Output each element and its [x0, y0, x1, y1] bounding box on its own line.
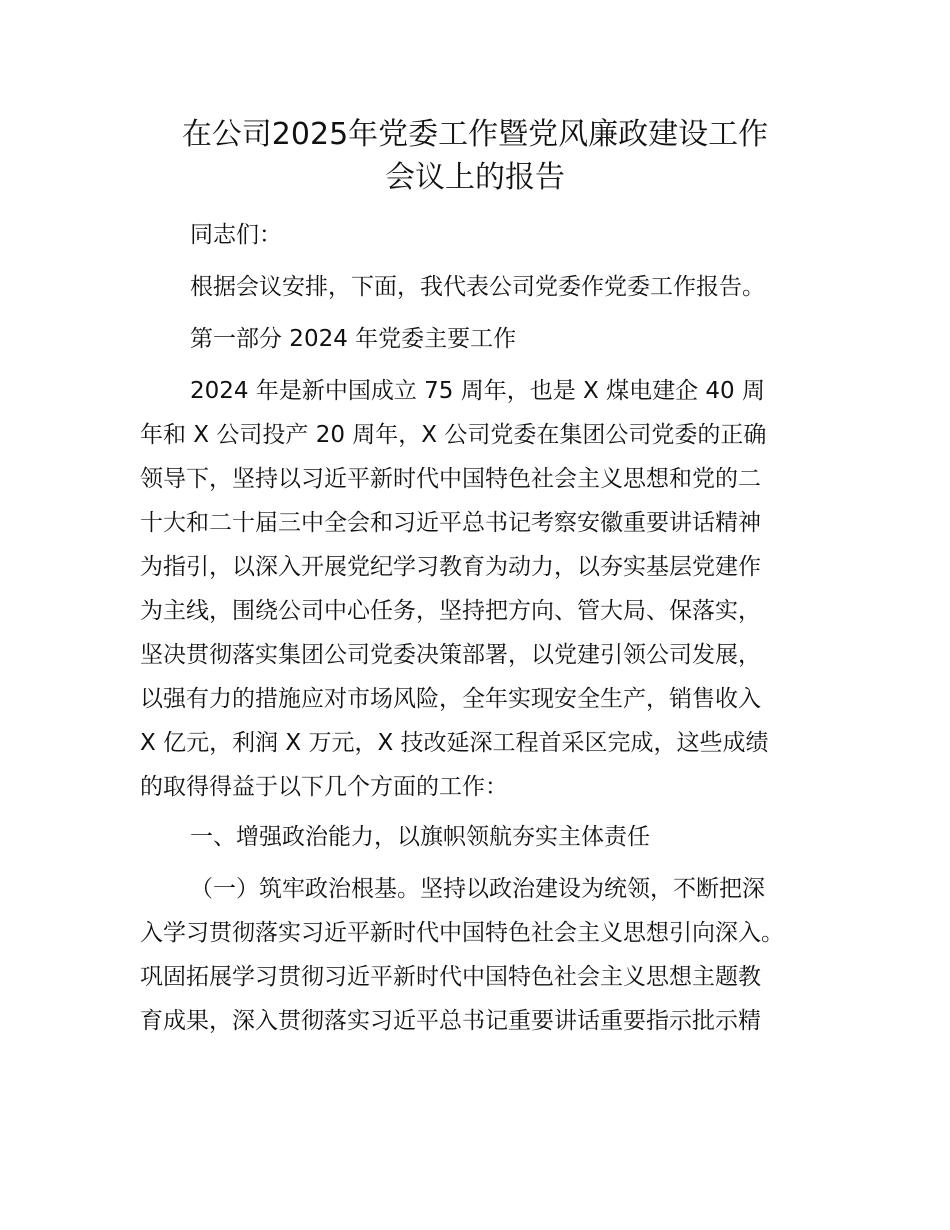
section-heading: 第一部分 2024 年党委主要工作	[190, 326, 517, 352]
body-line: （一）筑牢政治根基。坚持以政治建设为统领，不断把深	[190, 876, 765, 902]
body-line: 为指引，以深入开展党纪学习教育为动力，以夯实基层党建作	[140, 554, 761, 580]
body-line: 领导下，坚持以习近平新时代中国特色社会主义思想和党的二	[140, 466, 761, 492]
body-line: 育成果，深入贯彻落实习近平总书记重要讲话重要指示批示精	[140, 1008, 761, 1034]
body-line: 以强有力的措施应对市场风险，全年实现安全生产，销售收入	[140, 686, 761, 712]
body-line: 为主线，围绕公司中心任务，坚持把方向、管大局、保落实，	[140, 598, 761, 624]
subsection-heading: 一、增强政治能力，以旗帜领航夯实主体责任	[190, 824, 650, 850]
document-title-line-1: 在公司2025年党委工作暨党风廉政建设工作	[181, 117, 769, 152]
salutation: 同志们：	[190, 222, 282, 248]
body-line: 坚决贯彻落实集团公司党委决策部署，以党建引领公司发展，	[140, 642, 761, 668]
body-line: 年和 X 公司投产 20 周年，X 公司党委在集团公司党委的正确	[140, 422, 767, 448]
body-line: 十大和二十届三中全会和习近平总书记考察安徽重要讲话精神	[140, 510, 761, 536]
body-line: 入学习贯彻落实习近平新时代中国特色社会主义思想引向深入。	[140, 920, 784, 946]
body-line: X 亿元，利润 X 万元，X 技改延深工程首采区完成，这些成绩	[140, 730, 769, 756]
intro-paragraph: 根据会议安排，下面，我代表公司党委作党委工作报告。	[190, 274, 765, 300]
body-line: 巩固拓展学习贯彻习近平新时代中国特色社会主义思想主题教	[140, 964, 761, 990]
document-title-line-2: 会议上的报告	[385, 160, 565, 195]
body-line: 2024 年是新中国成立 75 周年，也是 X 煤电建企 40 周	[190, 378, 765, 404]
body-line: 的取得得益于以下几个方面的工作：	[140, 774, 508, 800]
